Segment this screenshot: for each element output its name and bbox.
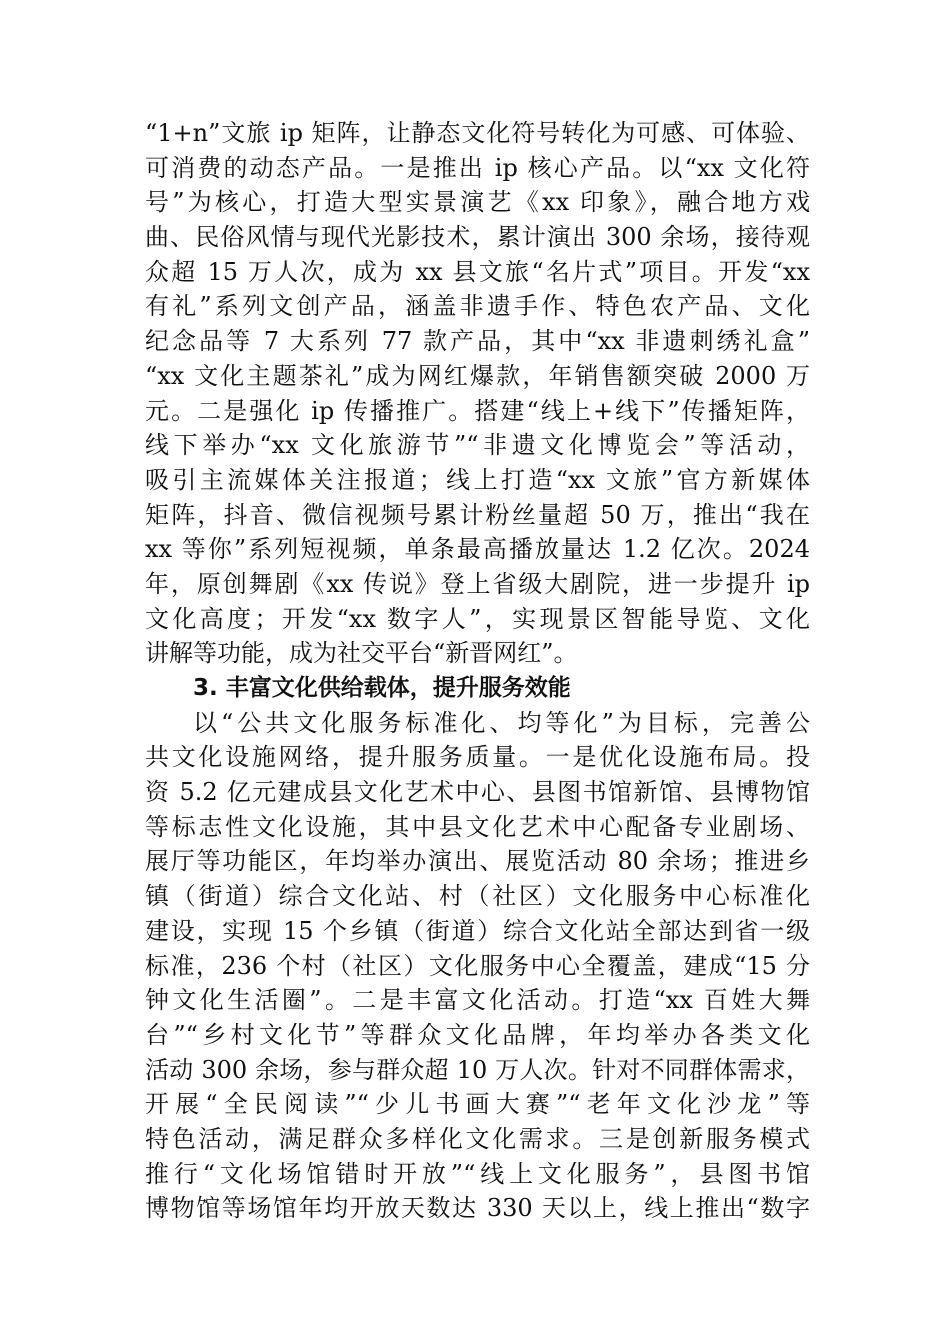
text-line: 纪念品等 7 大系列 77 款产品，其中“xx 非遗刺绣礼盒”: [145, 327, 810, 356]
text-line: 特色活动，满足群众多样化文化需求。三是创新服务模式: [145, 1124, 810, 1153]
text-line: 讲解等功能，成为社交平台“新晋网红”。: [145, 639, 578, 668]
text-line: 元。二是强化 ip 传播推广。搭建“线上+线下”传播矩阵，: [145, 396, 810, 425]
text-line: xx 等你”系列短视频，单条最高播放量达 1.2 亿次。2024: [145, 535, 810, 564]
text-line: 镇（街道）综合文化站、村（社区）文化服务中心标准化: [145, 882, 810, 911]
text-line: 共文化设施网络，提升服务质量。一是优化设施布局。投: [145, 743, 810, 772]
text-line: 号”为核心，打造大型实景演艺《xx 印象》，融合地方戏: [145, 188, 810, 217]
paragraph-service-efficiency: [145, 706, 810, 1226]
text-line: 博物馆等场馆年均开放天数达 330 天以上，线上推出“数字: [145, 1194, 810, 1223]
text-line: 开展“全民阅读”“少儿书画大赛”“老年文化沙龙”等: [145, 1090, 810, 1119]
text-line: 文化高度；开发“xx 数字人”，实现景区智能导览、文化: [145, 604, 810, 633]
text-line: 年，原创舞剧《xx 传说》登上省级大剧院，进一步提升 ip: [145, 569, 810, 598]
text-line: 推行“文化场馆错时开放”“线上文化服务”，县图书馆: [145, 1159, 810, 1188]
text-line: 吸引主流媒体关注报道；线上打造“xx 文旅”官方新媒体: [145, 465, 810, 494]
paragraph-ip-matrix: [145, 116, 810, 671]
text-line: “1+n”文旅 ip 矩阵，让静态文化符号转化为可感、可体验、: [145, 119, 810, 147]
text-line: 以“公共文化服务标准化、均等化”为目标，完善公: [193, 708, 810, 737]
text-line: 有礼”系列文创产品，涵盖非遗手作、特色农产品、文化: [145, 292, 810, 321]
text-line: 建设，实现 15 个乡镇（街道）综合文化站全部达到省一级: [145, 916, 810, 945]
text-line: 标准，236 个村（社区）文化服务中心全覆盖，建成“15 分: [145, 951, 810, 980]
text-line: 资 5.2 亿元建成县文化艺术中心、县图书馆新馆、县博物馆: [145, 778, 810, 807]
section-heading: 3. 丰富文化供给载体，提升服务效能: [193, 675, 571, 701]
text-line: 钟文化生活圈”。二是丰富文化活动。打造“xx 百姓大舞: [145, 986, 810, 1015]
text-line: 众超 15 万人次，成为 xx 县文旅“名片式”项目。开发“xx: [145, 257, 810, 286]
text-line: 活动 300 余场，参与群众超 10 万人次。针对不同群体需求，: [145, 1055, 810, 1084]
text-line: 线下举办“xx 文化旅游节”“非遗文化博览会”等活动，: [145, 431, 810, 460]
text-line: 可消费的动态产品。一是推出 ip 核心产品。以“xx 文化符: [145, 153, 810, 182]
text-line: “xx 文化主题茶礼”成为网红爆款，年销售额突破 2000 万: [145, 361, 810, 390]
text-line: 曲、民俗风情与现代光影技术，累计演出 300 余场，接待观: [145, 223, 810, 252]
text-line: 矩阵，抖音、微信视频号累计粉丝量超 50 万，推出“我在: [145, 500, 810, 529]
text-line: 展厅等功能区，年均举办演出、展览活动 80 余场；推进乡: [145, 847, 810, 876]
text-line: 等标志性文化设施，其中县文化艺术中心配备专业剧场、: [145, 812, 810, 841]
text-line: 台”“乡村文化节”等群众文化品牌，年均举办各类文化: [145, 1020, 810, 1049]
document-page: [145, 116, 810, 1226]
